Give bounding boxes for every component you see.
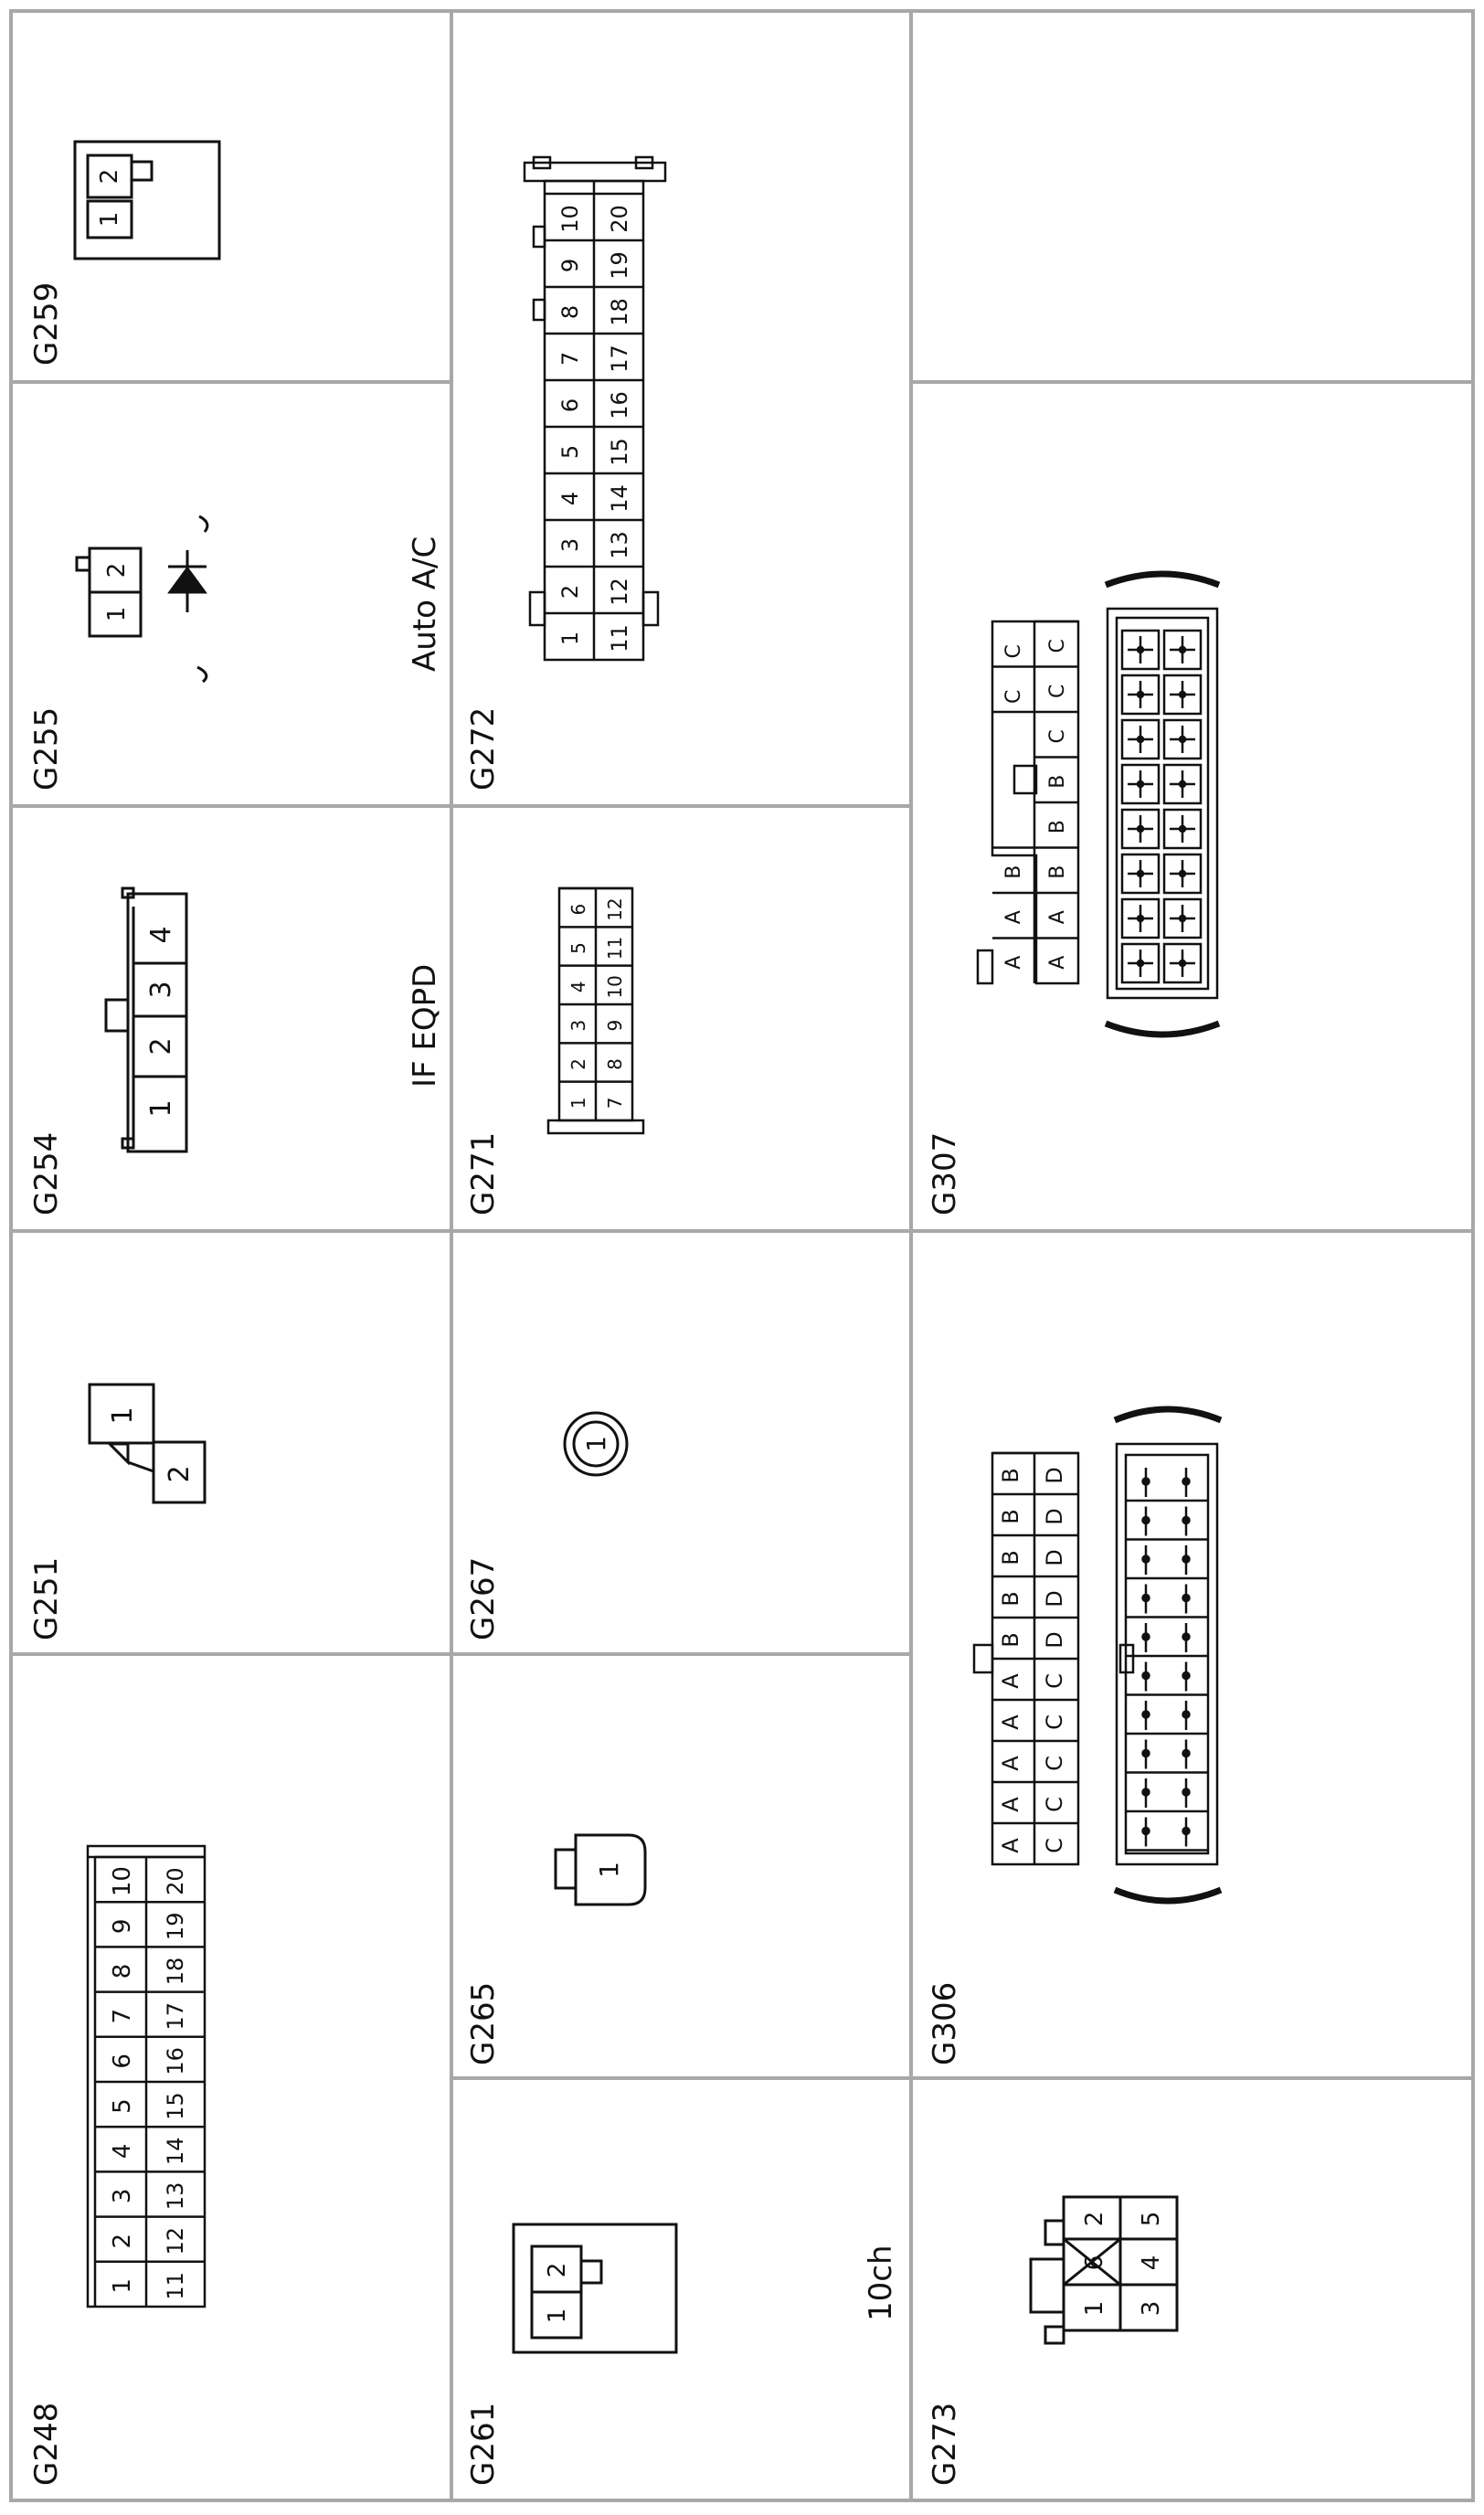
connector-id-label: G272	[465, 706, 502, 791]
pin-label: 7	[109, 2008, 136, 2024]
pin-label: A	[998, 1756, 1023, 1771]
pin-label: 19	[607, 251, 632, 280]
pin-label: A	[1046, 910, 1069, 925]
pin-label: C	[1002, 689, 1025, 704]
pin-label: 1	[557, 631, 583, 646]
pin-label: 3	[145, 981, 177, 999]
pin-label: 10	[557, 205, 583, 233]
pin-label: 5	[567, 942, 589, 954]
pin-label: C	[1046, 684, 1069, 698]
pin-label: 6	[1081, 2255, 1108, 2271]
pin-label: 2	[1081, 2211, 1108, 2227]
connector-id-label: G307	[927, 1131, 963, 1215]
connector-g261	[514, 2224, 676, 2352]
pin-label: 5	[1138, 2211, 1165, 2227]
connector-g267	[565, 1413, 627, 1475]
pin-label: 15	[607, 438, 632, 466]
pin-label: B	[1046, 820, 1069, 834]
pin-label: 3	[1138, 2300, 1165, 2317]
pin-label: A	[1002, 955, 1025, 970]
pin-label: C	[1042, 1756, 1067, 1771]
pin-label: 1	[581, 1436, 611, 1452]
pin-label: 2	[557, 584, 583, 600]
pin-label: 1	[567, 1097, 589, 1109]
pin-label: 5	[109, 2098, 136, 2114]
pin-label: 4	[109, 2143, 136, 2160]
pin-label: A	[1002, 910, 1025, 925]
pin-label: C	[1042, 1673, 1067, 1689]
pin-label: B	[998, 1509, 1023, 1524]
connector-id-label: G259	[28, 281, 65, 366]
pin-label: D	[1042, 1508, 1067, 1525]
pin-label: 11	[163, 2272, 188, 2300]
pin-label: B	[1046, 865, 1069, 879]
pin-label: 9	[604, 1019, 626, 1032]
connector-id-label: G251	[28, 1556, 65, 1640]
pin-label: 1	[594, 1862, 624, 1878]
connector-id-label: G306	[927, 1981, 963, 2065]
pin-label: 17	[163, 2001, 188, 2031]
pin-label: 9	[109, 1918, 136, 1935]
connector-id-label: G267	[465, 1556, 502, 1640]
pin-label: C	[1042, 1838, 1067, 1853]
pin-label: D	[1042, 1631, 1067, 1649]
pin-label: 2	[96, 168, 123, 185]
pin-label: 8	[604, 1058, 626, 1070]
pin-label: 1	[1081, 2300, 1108, 2317]
connector-g259	[75, 142, 219, 259]
pin-label: 4	[1138, 2255, 1165, 2271]
pin-label: B	[998, 1468, 1023, 1483]
pin-label: 2	[164, 1465, 196, 1483]
pin-label: 13	[607, 531, 632, 559]
pin-label: 8	[557, 304, 583, 320]
pin-label: C	[1002, 644, 1025, 659]
pin-label: 1	[107, 1406, 139, 1425]
pin-label: 4	[557, 491, 583, 506]
connector-id-label: G271	[465, 1131, 502, 1215]
pin-label: 1	[109, 2278, 136, 2294]
pin-label: 7	[557, 351, 583, 366]
pin-label: 3	[557, 537, 583, 553]
pin-label: 4	[145, 926, 177, 944]
pin-label: B	[998, 1632, 1023, 1648]
pin-label: D	[1042, 1467, 1067, 1484]
pin-label: 2	[145, 1037, 177, 1056]
pin-label: D	[1042, 1549, 1067, 1566]
pin-label: A	[998, 1797, 1023, 1812]
pin-label: 18	[607, 298, 632, 326]
pin-label: C	[1042, 1714, 1067, 1730]
pin-label: 6	[557, 398, 583, 413]
pin-label: 10	[109, 1866, 136, 1897]
pin-label: 2	[109, 2233, 136, 2249]
pin-label: 11	[607, 624, 632, 653]
pin-label: B	[998, 1550, 1023, 1565]
pin-label: 2	[103, 562, 131, 578]
connector-id-label: G261	[465, 2402, 502, 2486]
pin-label: 13	[163, 2181, 188, 2211]
pin-label: 1	[103, 606, 131, 622]
pin-label: 16	[607, 391, 632, 419]
pin-label: A	[998, 1714, 1023, 1730]
pin-label: B	[1046, 774, 1069, 789]
pin-label: 19	[163, 1912, 188, 1941]
pin-label: 6	[567, 903, 589, 916]
connector-id-label: G273	[927, 2402, 963, 2486]
connector-id-label: G248	[28, 2402, 65, 2486]
pin-label: 4	[567, 981, 589, 993]
pin-label: B	[1002, 865, 1025, 879]
pin-label: C	[1042, 1797, 1067, 1812]
pin-label: 8	[109, 1963, 136, 1979]
pin-label: A	[1046, 955, 1069, 970]
pin-label: 18	[163, 1957, 188, 1986]
pin-label: 20	[607, 205, 632, 233]
pin-label: A	[998, 1673, 1023, 1689]
pin-label: C	[1046, 729, 1069, 744]
connector-g271	[548, 888, 643, 1133]
connector-note: IF EQPD	[407, 963, 443, 1088]
pin-label: 14	[607, 484, 632, 513]
connector-g248	[88, 1846, 205, 2307]
pin-label: C	[1046, 639, 1069, 653]
pin-label: D	[1042, 1590, 1067, 1608]
pin-label: 10	[604, 975, 626, 999]
pin-label: 7	[604, 1097, 626, 1109]
pin-label: 17	[607, 345, 632, 373]
connector-note: 10ch	[863, 2244, 899, 2321]
pin-label: 11	[604, 936, 626, 960]
pin-label: 5	[557, 444, 583, 460]
pin-label: A	[998, 1838, 1023, 1853]
pin-label: 20	[163, 1867, 188, 1895]
pin-label: 12	[163, 2226, 188, 2255]
pin-label: 2	[544, 2262, 571, 2278]
pin-label: 12	[604, 897, 626, 921]
pin-label: 15	[163, 2092, 188, 2120]
connector-g272	[525, 157, 665, 660]
pin-label: 9	[557, 258, 583, 273]
pin-label: 16	[163, 2047, 188, 2075]
pin-label: 1	[96, 211, 123, 228]
pin-label: 1	[145, 1099, 177, 1118]
connector-note: Auto A/C	[407, 536, 443, 672]
pin-label: 6	[109, 2053, 136, 2069]
connector-id-label: G255	[28, 706, 65, 791]
pin-label: 3	[567, 1019, 589, 1032]
pin-label: 12	[607, 578, 632, 606]
connector-id-label: G265	[465, 1981, 502, 2065]
pin-label: 1	[544, 2308, 571, 2324]
pin-label: 3	[109, 2188, 136, 2204]
pin-label: 14	[163, 2137, 188, 2166]
connector-id-label: G254	[28, 1131, 65, 1215]
pin-label: B	[998, 1591, 1023, 1607]
pin-label: 2	[567, 1058, 589, 1070]
